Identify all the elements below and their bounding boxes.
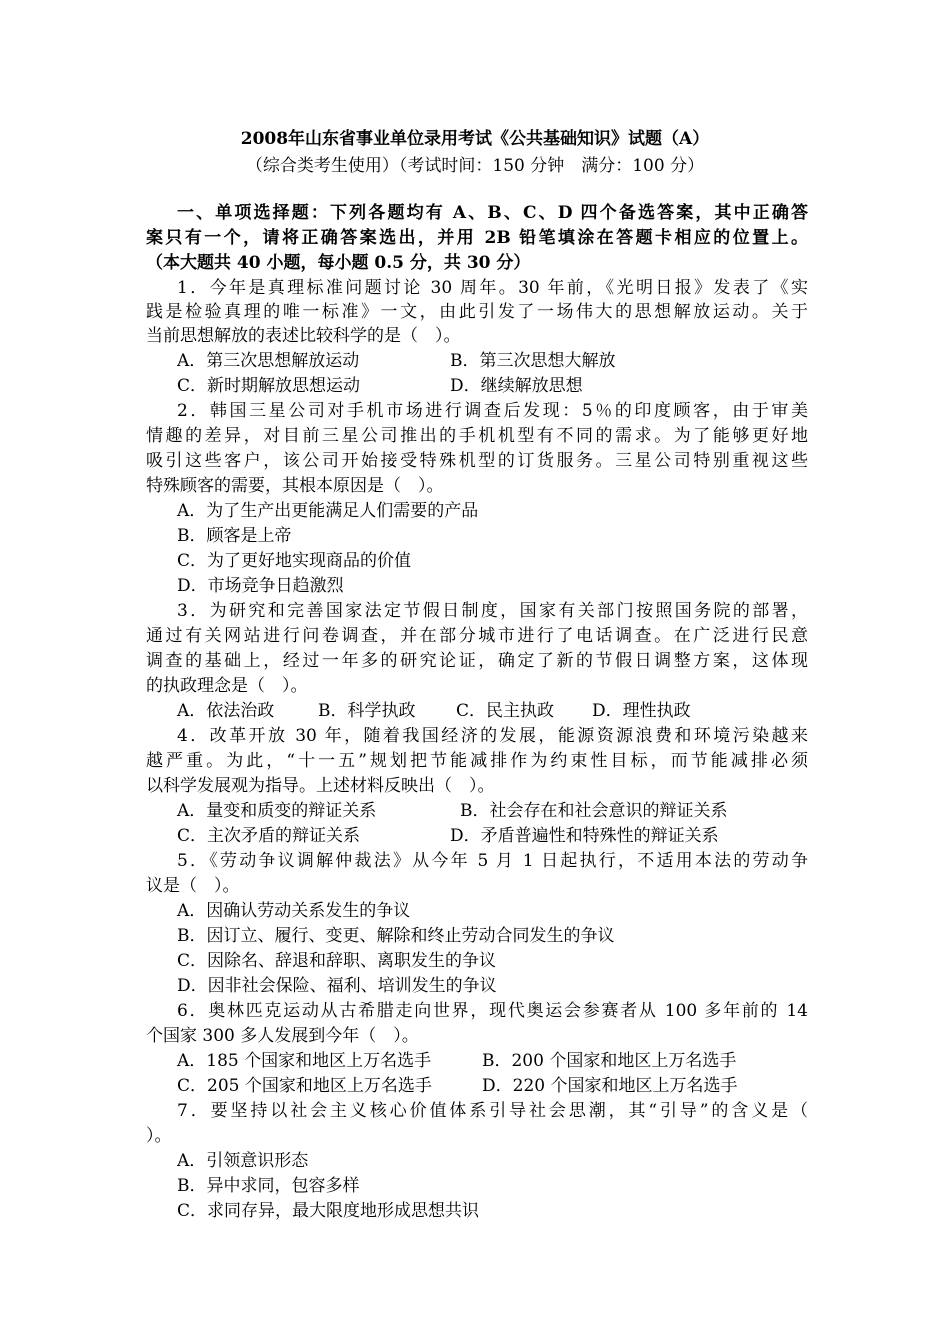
exam-title: 2008年山东省事业单位录用考试《公共基础知识》试题（A） xyxy=(240,129,710,149)
exam-subtitle: （综合类考生使用）（考试时间：150 分钟 满分：100 分） xyxy=(245,156,705,176)
question-2-option-d: D．市场竞争日趋激烈 xyxy=(177,576,344,596)
question-5-text: 5．《劳动争议调解仲裁法》从今年 5 月 1 日起执行，不适用本法的劳动争 xyxy=(177,851,808,871)
question-3-option-b: B．科学执政 xyxy=(318,701,416,721)
question-6-text: 个国家 300 多人发展到今年（ ）。 xyxy=(146,1026,419,1046)
question-3-text: 3．为研究和完善国家法定节假日制度，国家有关部门按照国务院的部署， xyxy=(177,601,808,621)
question-1-option-c: C．新时期解放思想运动 xyxy=(177,376,361,396)
question-4-text: 4．改革开放 30 年，随着我国经济的发展，能源资源浪费和环境污染越来 xyxy=(177,726,808,746)
question-2-text: 2．韩国三星公司对手机市场进行调查后发现：5％的印度顾客，由于审美 xyxy=(177,401,808,421)
question-2-text: 特殊顾客的需要，其根本原因是（ ）。 xyxy=(146,476,444,496)
question-5-option-b: B．因订立、履行、变更、解除和终止劳动合同发生的争议 xyxy=(177,926,615,946)
question-2-option-b: B．顾客是上帝 xyxy=(177,526,292,546)
question-4-text: 以科学发展观为指导。上述材料反映出（ ）。 xyxy=(146,776,495,796)
question-6-option-b: B．200 个国家和地区上万名选手 xyxy=(482,1051,737,1071)
question-7-option-c: C．求同存异，最大限度地形成思想共识 xyxy=(177,1201,480,1221)
question-5-text: 议是（ ）。 xyxy=(146,876,240,896)
section-instruction-line: 案只有一个，请将正确答案选出，并用 2B 铅笔填涂在答题卡相应的位置上。 xyxy=(146,228,808,248)
question-5-option-c: C．因除名、辞退和辞职、离职发生的争议 xyxy=(177,951,497,971)
question-4-option-a: A．量变和质变的辩证关系 xyxy=(177,801,377,821)
question-2-text: 情趣的差异，对目前三星公司推出的手机机型有不同的需求。为了能够更好地 xyxy=(146,426,808,446)
question-4-option-c: C．主次矛盾的辩证关系 xyxy=(177,826,361,846)
question-1-text: 践是检验真理的唯一标准》一文，由此引发了一场伟大的思想解放运动。关于 xyxy=(146,302,808,322)
question-7-text: 7．要坚持以社会主义核心价值体系引导社会思潮，其“引导”的含义是（ xyxy=(177,1101,808,1121)
question-4-text: 越严重。为此，“十一五”规划把节能减排作为约束性目标，而节能减排必须 xyxy=(146,751,808,771)
question-3-text: 的执政理念是（ ）。 xyxy=(146,676,308,696)
question-1-option-a: A．第三次思想解放运动 xyxy=(177,351,360,371)
question-7-option-b: B．异中求同，包容多样 xyxy=(177,1176,360,1196)
question-1-option-b: B．第三次思想大解放 xyxy=(450,351,616,371)
question-2-option-c: C．为了更好地实现商品的价值 xyxy=(177,551,412,571)
question-3-text: 调查的基础上，经过一年多的研究论证，确定了新的节假日调整方案，这体现 xyxy=(146,651,808,671)
section-instruction-line: （本大题共 40 小题，每小题 0.5 分，共 30 分） xyxy=(146,253,531,273)
question-6-text: 6．奥林匹克运动从古希腊走向世界，现代奥运会参赛者从 100 多年前的 14 xyxy=(177,1001,808,1021)
question-4-option-d: D．矛盾普遍性和特殊性的辩证关系 xyxy=(450,826,719,846)
question-1-text: 1．今年是真理标准问题讨论 30 周年。30 年前，《光明日报》发表了《实 xyxy=(177,278,808,298)
question-6-option-d: D．220 个国家和地区上万名选手 xyxy=(482,1076,738,1096)
question-1-option-d: D．继续解放思想 xyxy=(450,376,583,396)
section-instruction-line: 一、单项选择题：下列各题均有 A、B、C、D 四个备选答案，其中正确答 xyxy=(177,203,808,223)
question-5-option-a: A．因确认劳动关系发生的争议 xyxy=(177,901,411,921)
question-6-option-a: A．185 个国家和地区上万名选手 xyxy=(177,1051,432,1071)
question-1-text: 当前思想解放的表述比较科学的是（ ）。 xyxy=(146,326,461,346)
question-7-option-a: A．引领意识形态 xyxy=(177,1151,309,1171)
question-5-option-d: D．因非社会保险、福利、培训发生的争议 xyxy=(177,976,497,996)
question-6-option-c: C．205 个国家和地区上万名选手 xyxy=(177,1076,432,1096)
question-3-option-c: C．民主执政 xyxy=(456,701,555,721)
question-3-text: 通过有关网站进行问卷调查，并在部分城市进行了电话调查。在广泛进行民意 xyxy=(146,626,808,646)
question-3-option-d: D．理性执政 xyxy=(592,701,691,721)
question-2-option-a: A．为了生产出更能满足人们需要的产品 xyxy=(177,501,479,521)
question-3-option-a: A．依法治政 xyxy=(177,701,275,721)
question-4-option-b: B．社会存在和社会意识的辩证关系 xyxy=(460,801,728,821)
question-7-text: ）。 xyxy=(146,1126,172,1146)
question-2-text: 吸引这些客户，该公司开始接受特殊机型的订货服务。三星公司特别重视这些 xyxy=(146,451,808,471)
